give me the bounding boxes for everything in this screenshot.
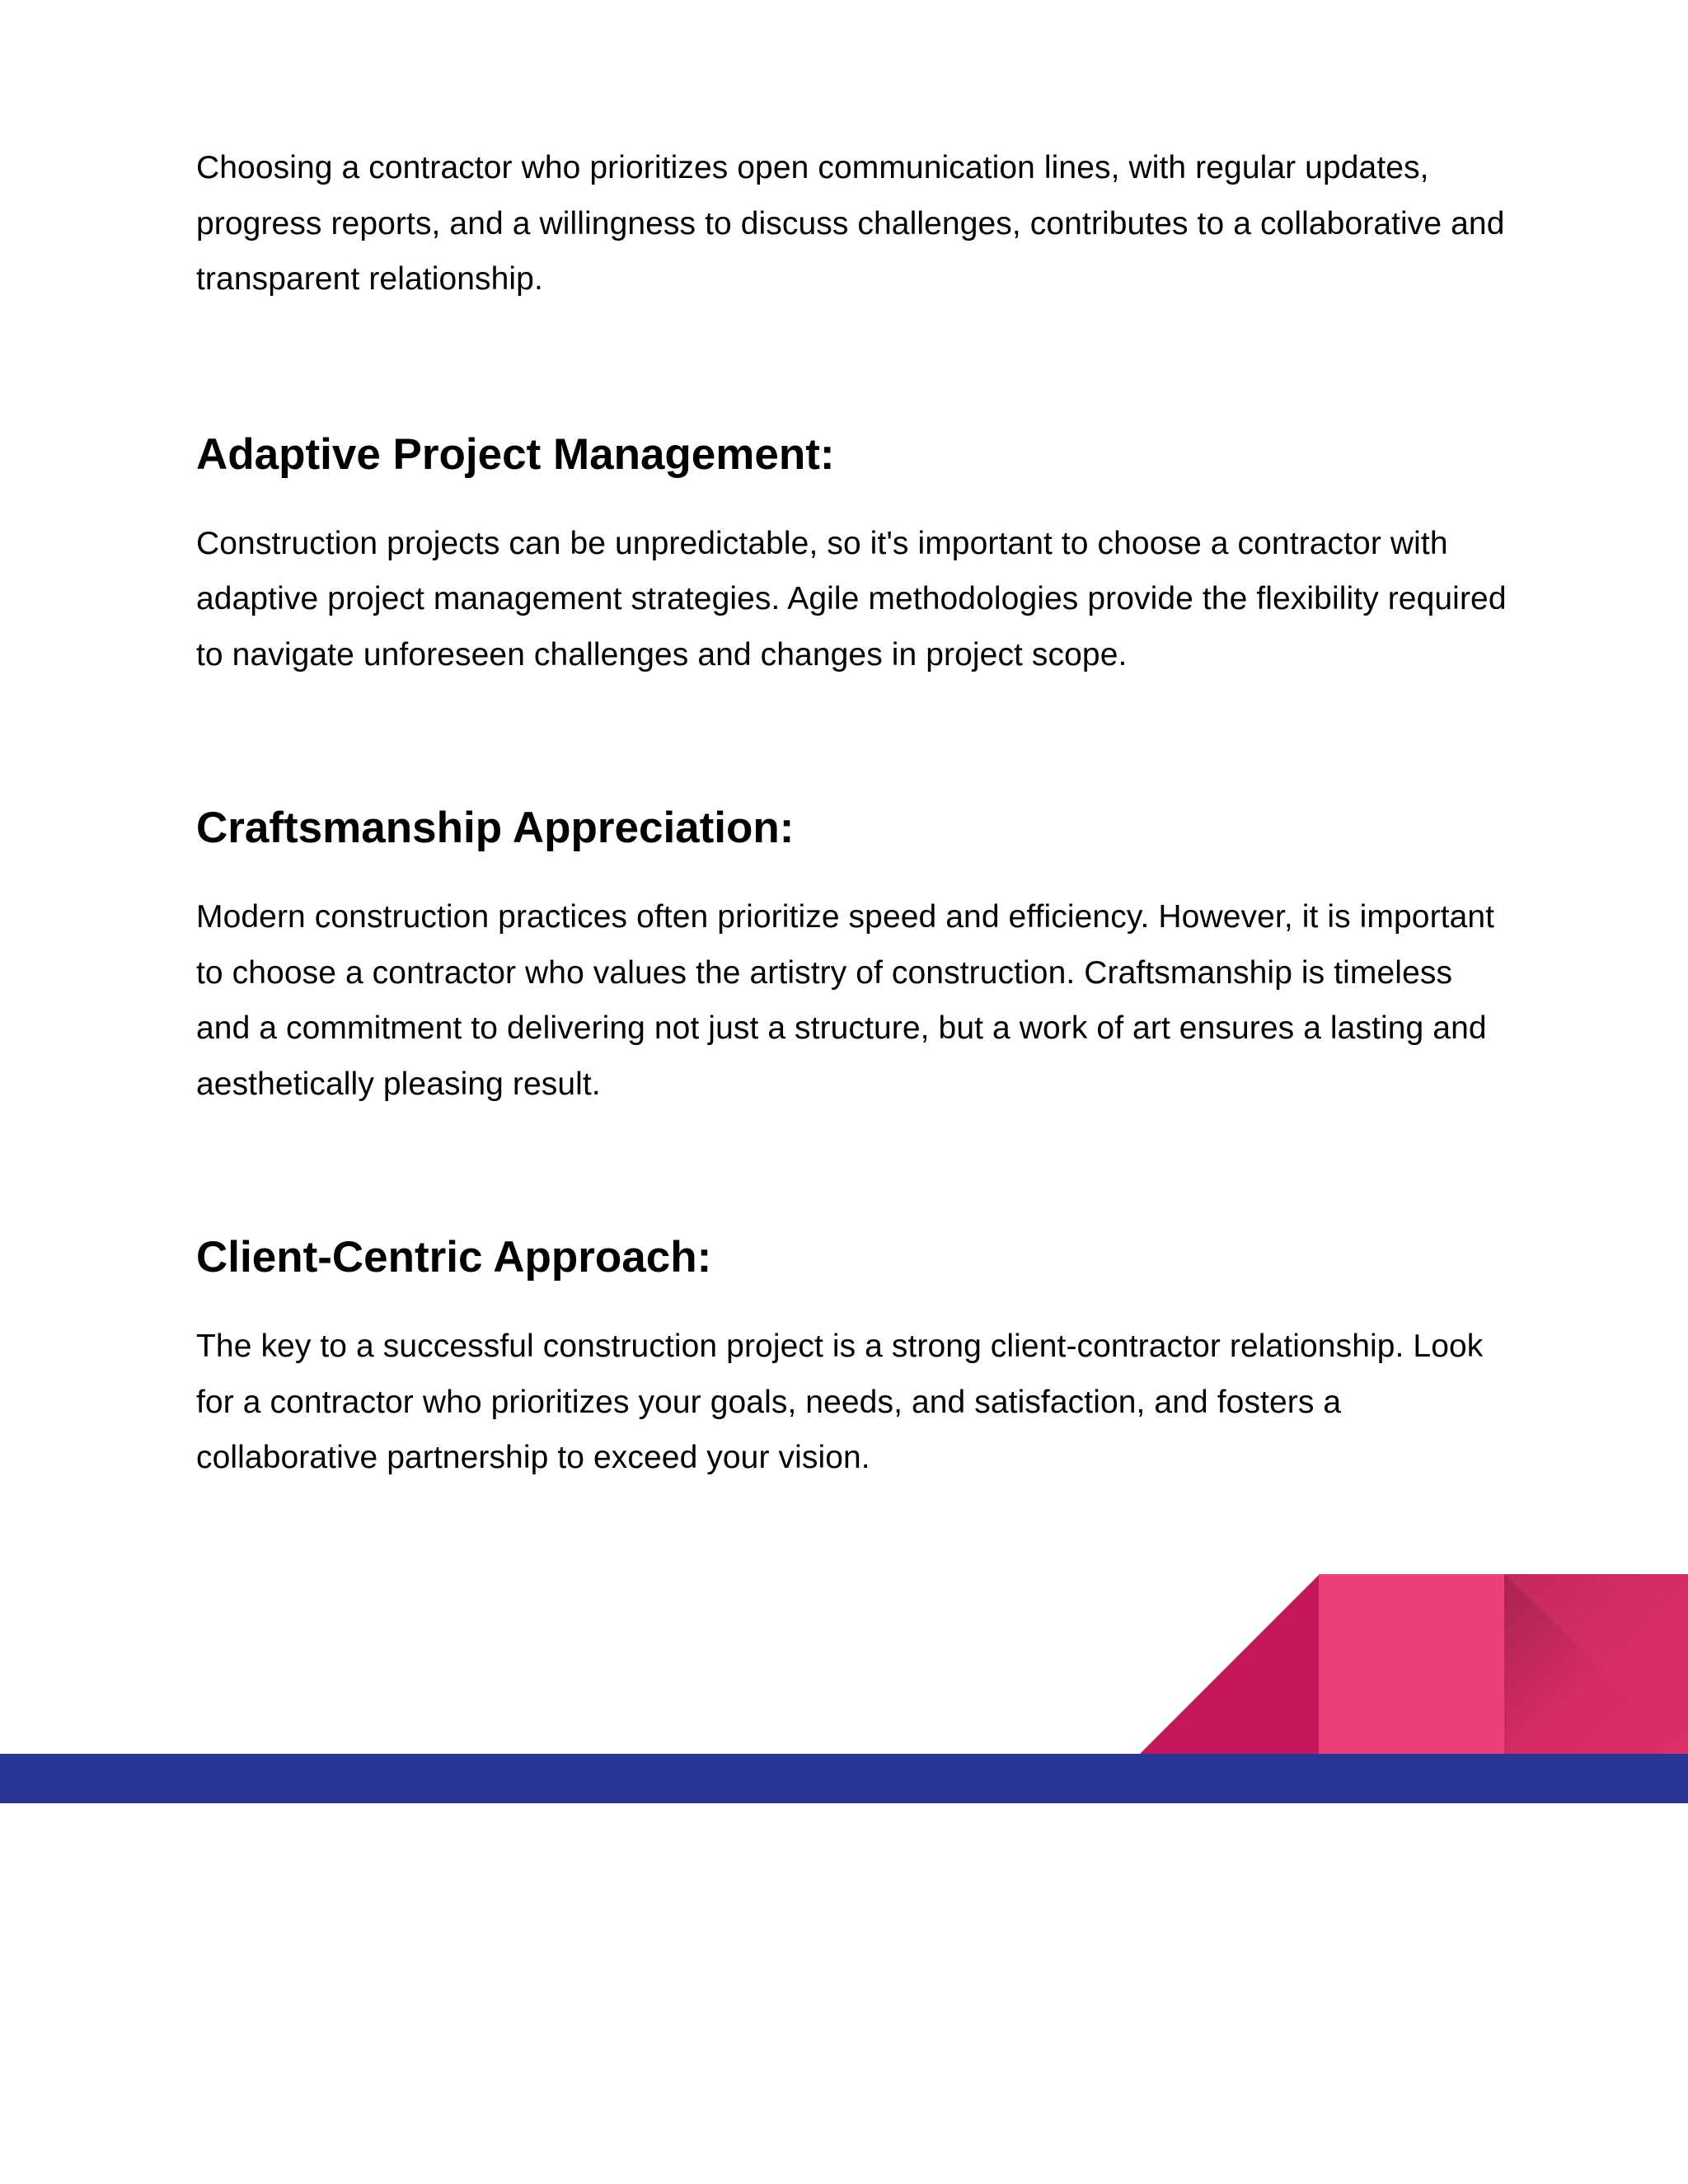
section-heading-client-centric-approach: Client-Centric Approach:	[196, 1233, 712, 1282]
section-heading-adaptive-project-management: Adaptive Project Management:	[196, 429, 835, 479]
intro-paragraph: Choosing a contractor who prioritizes open communication lines, with regular updates, progress reports, and a willingness to discuss challenges, contributes to a collaborative and transparent relationship.	[196, 150, 1505, 297]
section-body-adaptive-project-management: Construction projects can be unpredictable, so it's important to choose a contractor with adaptive project management strategies. Agile methodologies provide the flexibility required to navigate unforeseen challenges and changes in project scope.	[196, 525, 1507, 673]
section-body-client-centric-approach: The key to a successful construction project is a strong client-contractor relationship. Look for a contractor who prioritizes your goals, needs, and satisfaction, and fosters a collaborative partnership to exceed your vision.	[196, 1329, 1484, 1475]
pink-triangle-shape	[1140, 1574, 1320, 1754]
document-body	[196, 140, 1515, 1486]
pink-square-shape	[1319, 1574, 1505, 1754]
navy-footer-band	[0, 1754, 1688, 1803]
section-heading-craftsmanship-appreciation: Craftsmanship Appreciation:	[196, 804, 795, 852]
footer-decoration	[0, 1566, 1688, 1805]
section-body-craftsmanship-appreciation: Modern construction practices often prioritize speed and efficiency. However, it is important to choose a contractor who values the artistry of construction. Craftsmanship is timeless and a commitment to delivering not just a structure, but a work of art ensures a lasting and aesthetically pleasing result.	[196, 899, 1495, 1102]
